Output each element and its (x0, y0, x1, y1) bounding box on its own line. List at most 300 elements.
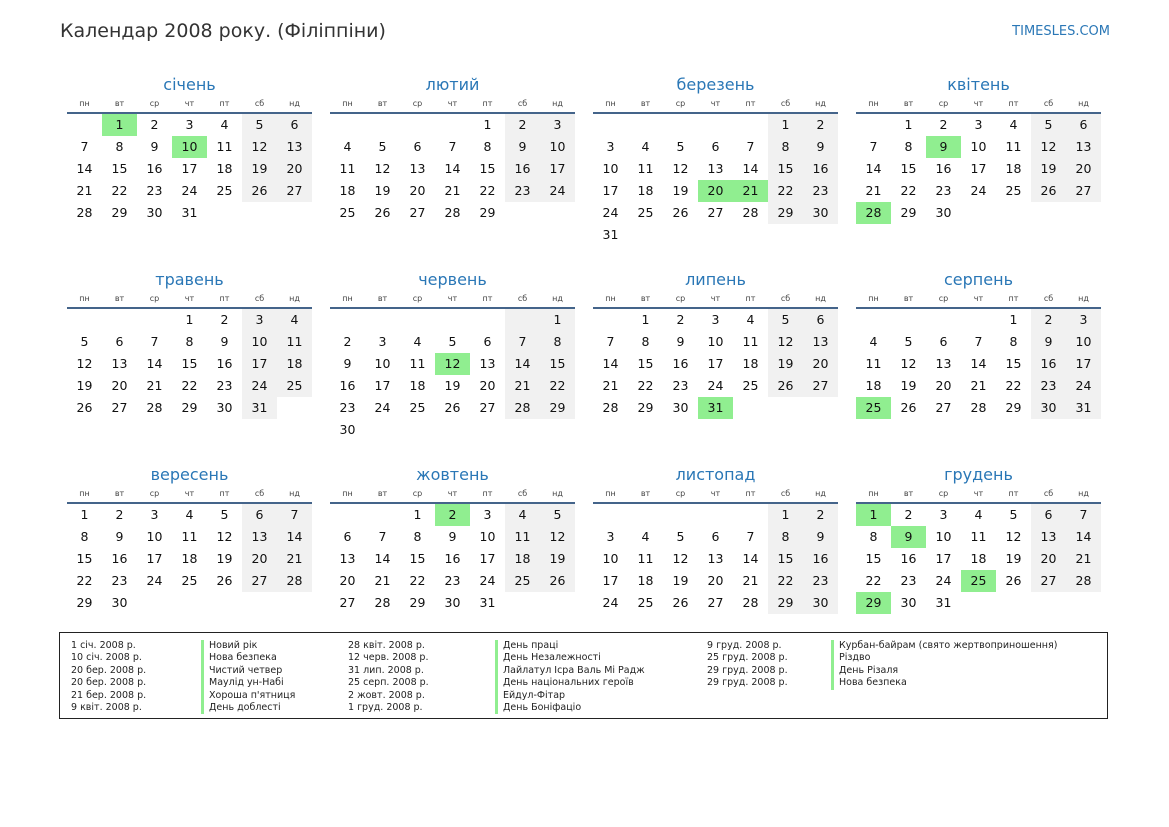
weekday-header (67, 291, 312, 309)
month-name: липень (685, 270, 746, 289)
day-cell: 4 (869, 334, 878, 349)
day-cell: 18 (216, 161, 233, 176)
day-cell: 21 (742, 573, 759, 588)
day-cell: 22 (409, 573, 426, 588)
legend-holiday-name: День доблесті (209, 701, 281, 713)
day-cell: 10 (970, 139, 987, 154)
day-cell: 8 (641, 334, 650, 349)
empty-cell (1066, 202, 1101, 224)
empty-cell (67, 309, 102, 331)
weekday-label: пн (868, 99, 879, 108)
empty-cell (330, 114, 365, 136)
day-cell: 11 (216, 139, 233, 154)
weekday-label: ср (412, 294, 423, 303)
empty-cell (540, 419, 575, 441)
day-cell: 29 (76, 595, 93, 610)
weekday-header (330, 486, 575, 504)
weekday-label: пт (745, 99, 756, 108)
day-cell: 12 (76, 356, 93, 371)
day-cell: 25 (637, 205, 654, 220)
day-cell: 14 (277, 526, 312, 548)
day-cell: 27 (409, 205, 426, 220)
day-cell: 29 (637, 400, 654, 415)
day-cell: 17 (146, 551, 163, 566)
month-11 (856, 464, 1101, 650)
day-cell: 21 (277, 548, 312, 570)
weekday-label: сб (1043, 294, 1054, 303)
weekday-label: сб (1043, 489, 1054, 498)
legend-dates-column (348, 640, 429, 714)
holiday-legend (59, 632, 1108, 719)
legend-date: 25 серп. 2008 р. (348, 677, 429, 689)
day-cell: 14 (444, 161, 461, 176)
day-cell: 26 (76, 400, 93, 415)
day-cell: 26 (900, 400, 917, 415)
weekday-label: вт (114, 489, 125, 498)
day-cell: 9 (803, 526, 838, 548)
day-cell: 28 (277, 570, 312, 592)
weekday-label: сб (1043, 99, 1054, 108)
empty-cell (733, 397, 768, 419)
days-grid (593, 309, 838, 419)
day-cell: 8 (413, 529, 422, 544)
month-3 (856, 74, 1101, 260)
day-cell: 20 (111, 378, 128, 393)
day-cell: 30 (935, 205, 952, 220)
day-cell: 4 (1009, 117, 1018, 132)
day-cell: 11 (1005, 139, 1022, 154)
day-cell: 15 (637, 356, 654, 371)
day-cell: 25 (1005, 183, 1022, 198)
day-cell: 18 (181, 551, 198, 566)
day-cell: 14 (865, 161, 882, 176)
day-cell: 10 (540, 136, 575, 158)
day-cell: 24 (146, 573, 163, 588)
day-cell: 13 (242, 526, 277, 548)
day-cell: 20 (1031, 548, 1066, 570)
weekday-label: ср (149, 99, 160, 108)
empty-cell (663, 504, 698, 526)
day-cell: 5 (220, 507, 229, 522)
day-cell: 8 (904, 139, 913, 154)
day-cell: 27 (1066, 180, 1101, 202)
weekday-label: вт (903, 489, 914, 498)
legend-holiday-name: День праці (503, 640, 559, 651)
day-cell: 12 (672, 551, 689, 566)
legend-holiday-name: День Боніфаціо (503, 701, 582, 713)
weekday-label: сб (254, 294, 265, 303)
weekday-header (856, 291, 1101, 309)
day-cell: 19 (216, 551, 233, 566)
legend-holiday-name: Хороша п'ятниця (209, 689, 296, 701)
weekday-label: чт (973, 99, 984, 108)
legend-holiday-name: Нова безпека (839, 677, 907, 689)
empty-cell (365, 504, 400, 526)
empty-cell (996, 592, 1031, 614)
empty-cell (277, 592, 312, 614)
day-cell: 11 (277, 331, 312, 353)
weekday-label: пт (482, 294, 493, 303)
day-cell: 12 (540, 526, 575, 548)
day-cell: 2 (676, 312, 685, 327)
day-cell: 20 (707, 573, 724, 588)
weekday-label: вт (903, 99, 914, 108)
day-cell: 16 (216, 356, 233, 371)
day-cell: 28 (505, 397, 540, 419)
weekday-label: чт (447, 99, 458, 108)
day-cell: 17 (242, 353, 277, 375)
month-name: березень (676, 75, 755, 94)
days-grid (856, 309, 1101, 419)
weekday-label: чт (710, 489, 721, 498)
month-4 (67, 269, 312, 455)
day-cell: 1 (413, 507, 422, 522)
legend-holiday-name: День Незалежності (503, 652, 601, 664)
day-cell: 6 (711, 529, 720, 544)
day-cell: 29 (1005, 400, 1022, 415)
day-cell: 7 (80, 139, 89, 154)
empty-cell (505, 202, 540, 224)
day-cell: 30 (900, 595, 917, 610)
day-cell: 28 (76, 205, 93, 220)
day-cell: 14 (76, 161, 93, 176)
empty-cell (137, 309, 172, 331)
day-cell: 15 (768, 548, 803, 570)
day-cell: 21 (374, 573, 391, 588)
day-cell: 21 (444, 183, 461, 198)
day-cell: 15 (540, 353, 575, 375)
day-cell: 13 (111, 356, 128, 371)
day-cell: 5 (676, 139, 685, 154)
weekday-header (67, 486, 312, 504)
day-cell: 18 (277, 353, 312, 375)
weekday-label: сб (517, 489, 528, 498)
empty-cell (698, 504, 733, 526)
day-cell: 29 (479, 205, 496, 220)
holiday-day-cell: 29 (856, 592, 891, 614)
days-grid (856, 504, 1101, 614)
empty-cell (435, 114, 470, 136)
holiday-day-cell: 25 (856, 397, 891, 419)
legend-date: 20 бер. 2008 р. (71, 664, 147, 676)
day-cell: 1 (768, 114, 803, 136)
legend-date: 1 січ. 2008 р. (71, 640, 136, 651)
day-cell: 23 (1031, 375, 1066, 397)
empty-cell (505, 592, 540, 614)
days-grid (593, 504, 838, 614)
day-cell: 23 (216, 378, 233, 393)
month-10 (593, 464, 838, 650)
day-cell: 25 (181, 573, 198, 588)
legend-date: 28 квіт. 2008 р. (348, 640, 425, 651)
legend-holiday-name: Курбан-байрам (свято жертвоприношення) (839, 640, 1058, 651)
day-cell: 17 (970, 161, 987, 176)
day-cell: 7 (378, 529, 387, 544)
day-cell: 22 (479, 183, 496, 198)
month-0 (67, 74, 312, 260)
day-cell: 8 (540, 331, 575, 353)
day-cell: 18 (865, 378, 882, 393)
day-cell: 18 (339, 183, 356, 198)
legend-date: 29 груд. 2008 р. (707, 664, 788, 676)
empty-cell (663, 224, 698, 246)
empty-cell (277, 202, 312, 224)
day-cell: 31 (242, 397, 277, 419)
empty-cell (330, 309, 365, 331)
legend-names-column (831, 640, 1057, 690)
day-cell: 1 (80, 507, 89, 522)
day-cell: 13 (935, 356, 952, 371)
month-name: листопад (675, 465, 756, 484)
empty-cell (1031, 592, 1066, 614)
empty-cell (593, 114, 628, 136)
day-cell: 7 (448, 139, 457, 154)
weekday-label: ср (675, 294, 686, 303)
legend-date: 31 лип. 2008 р. (348, 664, 424, 676)
day-cell: 21 (970, 378, 987, 393)
month-name: січень (163, 75, 216, 94)
day-cell: 3 (150, 507, 159, 522)
day-cell: 14 (742, 551, 759, 566)
day-cell: 18 (409, 378, 426, 393)
day-cell: 20 (242, 548, 277, 570)
day-cell: 19 (768, 353, 803, 375)
empty-cell (470, 419, 505, 441)
day-cell: 6 (483, 334, 492, 349)
day-cell: 17 (707, 356, 724, 371)
day-cell: 10 (602, 161, 619, 176)
day-cell: 29 (540, 397, 575, 419)
month-name: серпень (944, 270, 1013, 289)
day-cell: 7 (606, 334, 615, 349)
legend-holiday-name: Новий рік (209, 640, 258, 651)
weekday-label: пн (342, 99, 353, 108)
weekday-header (330, 96, 575, 114)
day-cell: 20 (409, 183, 426, 198)
weekday-label: пт (1008, 489, 1019, 498)
day-cell: 4 (641, 529, 650, 544)
day-cell: 28 (1066, 570, 1101, 592)
day-cell: 5 (904, 334, 913, 349)
day-cell: 29 (111, 205, 128, 220)
day-cell: 17 (602, 573, 619, 588)
legend-date: 12 черв. 2008 р. (348, 652, 429, 664)
day-cell: 15 (111, 161, 128, 176)
day-cell: 22 (181, 378, 198, 393)
day-cell: 19 (1005, 551, 1022, 566)
weekday-label: пн (79, 99, 90, 108)
day-cell: 3 (974, 117, 983, 132)
empty-cell (856, 114, 891, 136)
empty-cell (540, 592, 575, 614)
day-cell: 9 (1031, 331, 1066, 353)
holiday-day-cell: 9 (926, 136, 961, 158)
day-cell: 21 (76, 183, 93, 198)
day-cell: 4 (220, 117, 229, 132)
weekday-label: чт (710, 99, 721, 108)
day-cell: 7 (869, 139, 878, 154)
day-cell: 6 (711, 139, 720, 154)
legend-holiday-name: Ейдул-Фітар (503, 689, 566, 701)
weekday-label: пн (605, 294, 616, 303)
day-cell: 4 (641, 139, 650, 154)
day-cell: 23 (111, 573, 128, 588)
day-cell: 29 (900, 205, 917, 220)
day-cell: 24 (602, 205, 619, 220)
empty-cell (67, 114, 102, 136)
day-cell: 25 (277, 375, 312, 397)
day-cell: 13 (339, 551, 356, 566)
weekday-label: нд (1078, 489, 1089, 498)
empty-cell (435, 419, 470, 441)
day-cell: 30 (672, 400, 689, 415)
day-cell: 11 (742, 334, 759, 349)
day-cell: 18 (742, 356, 759, 371)
day-cell: 26 (444, 400, 461, 415)
weekday-label: сб (254, 489, 265, 498)
day-cell: 23 (672, 378, 689, 393)
weekday-label: чт (184, 294, 195, 303)
day-cell: 6 (803, 309, 838, 331)
day-cell: 5 (1031, 114, 1066, 136)
month-1 (330, 74, 575, 260)
weekday-label: ср (938, 294, 949, 303)
day-cell: 18 (637, 183, 654, 198)
day-cell: 19 (900, 378, 917, 393)
site-link[interactable]: TIMESLES.COM (1012, 24, 1110, 39)
weekday-label: пт (482, 489, 493, 498)
legend-date: 25 груд. 2008 р. (707, 652, 788, 664)
holiday-day-cell: 20 (698, 180, 733, 202)
weekday-header (856, 486, 1101, 504)
days-grid (856, 114, 1101, 224)
day-cell: 26 (216, 573, 233, 588)
day-cell: 5 (80, 334, 89, 349)
day-cell: 3 (711, 312, 720, 327)
weekday-header (593, 96, 838, 114)
day-cell: 25 (409, 400, 426, 415)
weekday-label: пт (1008, 99, 1019, 108)
weekday-label: нд (289, 99, 300, 108)
month-name: квітень (947, 75, 1010, 94)
weekday-label: ср (412, 99, 423, 108)
day-cell: 7 (746, 529, 755, 544)
month-name: грудень (944, 465, 1013, 484)
empty-cell (470, 309, 505, 331)
day-cell: 9 (115, 529, 124, 544)
day-cell: 23 (935, 183, 952, 198)
day-cell: 13 (479, 356, 496, 371)
day-cell: 22 (637, 378, 654, 393)
day-cell: 22 (540, 375, 575, 397)
day-cell: 17 (602, 183, 619, 198)
legend-dates-column (71, 640, 146, 714)
day-cell: 3 (242, 309, 277, 331)
month-9 (330, 464, 575, 650)
day-cell: 20 (339, 573, 356, 588)
day-cell: 29 (409, 595, 426, 610)
day-cell: 20 (1066, 158, 1101, 180)
weekday-label: пн (79, 489, 90, 498)
holiday-day-cell: 1 (856, 504, 891, 526)
day-cell: 10 (707, 334, 724, 349)
day-cell: 12 (672, 161, 689, 176)
empty-cell (400, 114, 435, 136)
day-cell: 26 (672, 595, 689, 610)
day-cell: 16 (935, 161, 952, 176)
day-cell: 1 (540, 309, 575, 331)
weekday-label: пн (605, 489, 616, 498)
day-cell: 5 (676, 529, 685, 544)
empty-cell (242, 592, 277, 614)
empty-cell (505, 419, 540, 441)
weekday-label: ср (675, 489, 686, 498)
day-cell: 11 (181, 529, 198, 544)
day-cell: 27 (339, 595, 356, 610)
empty-cell (628, 504, 663, 526)
day-cell: 22 (76, 573, 93, 588)
day-cell: 10 (242, 331, 277, 353)
legend-dates-column (707, 640, 788, 690)
day-cell: 30 (803, 202, 838, 224)
day-cell: 6 (242, 504, 277, 526)
legend-holiday-name: Маулід ун-Набі (209, 677, 284, 689)
legend-date: 1 груд. 2008 р. (348, 701, 423, 713)
day-cell: 8 (483, 139, 492, 154)
legend-holiday-name: День національних героїв (503, 677, 634, 689)
day-cell: 3 (540, 114, 575, 136)
day-cell: 21 (1066, 548, 1101, 570)
day-cell: 9 (676, 334, 685, 349)
page-title: Календар 2008 року. (Філіппіни) (60, 20, 386, 42)
empty-cell (1031, 202, 1066, 224)
day-cell: 19 (1031, 158, 1066, 180)
day-cell: 16 (505, 158, 540, 180)
empty-cell (996, 202, 1031, 224)
day-cell: 13 (803, 331, 838, 353)
day-cell: 28 (374, 595, 391, 610)
holiday-day-cell: 28 (856, 202, 891, 224)
day-cell: 10 (602, 551, 619, 566)
weekday-label: пт (745, 489, 756, 498)
day-cell: 13 (409, 161, 426, 176)
days-grid (67, 309, 312, 419)
day-cell: 26 (1005, 573, 1022, 588)
day-cell: 9 (448, 529, 457, 544)
day-cell: 14 (374, 551, 391, 566)
weekday-label: нд (552, 294, 563, 303)
day-cell: 8 (869, 529, 878, 544)
weekday-label: ср (412, 489, 423, 498)
day-cell: 8 (1009, 334, 1018, 349)
day-cell: 30 (803, 592, 838, 614)
legend-holiday-name: Різдво (839, 652, 871, 664)
day-cell: 10 (1066, 331, 1101, 353)
empty-cell (961, 309, 996, 331)
weekday-label: сб (517, 99, 528, 108)
day-cell: 28 (970, 400, 987, 415)
day-cell: 20 (935, 378, 952, 393)
day-cell: 22 (768, 570, 803, 592)
day-cell: 16 (146, 161, 163, 176)
day-cell: 30 (444, 595, 461, 610)
empty-cell (961, 202, 996, 224)
day-cell: 12 (1031, 136, 1066, 158)
day-cell: 31 (935, 595, 952, 610)
empty-cell (698, 114, 733, 136)
month-6 (593, 269, 838, 455)
day-cell: 2 (115, 507, 124, 522)
